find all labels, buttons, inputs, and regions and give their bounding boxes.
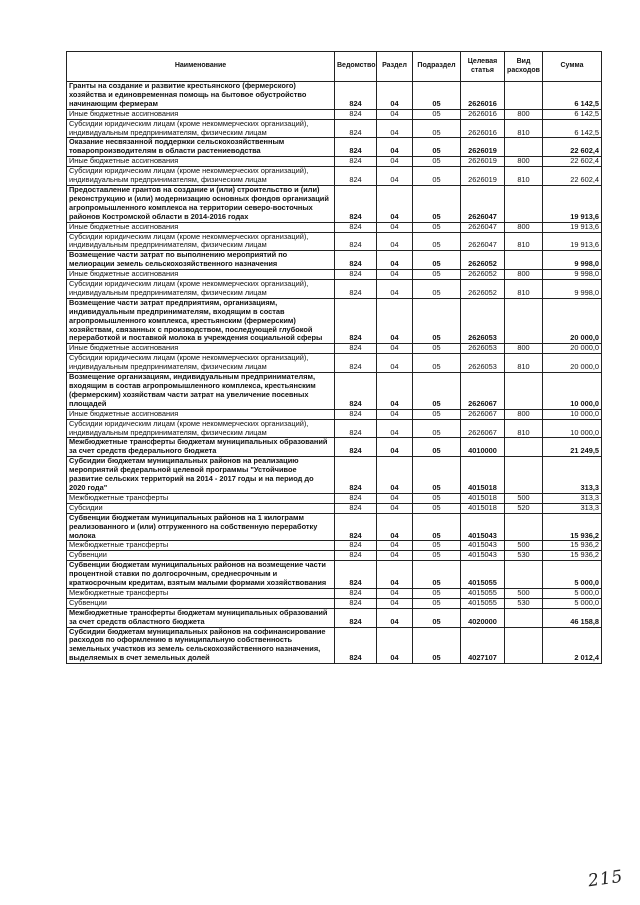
cell-section: 04 xyxy=(377,251,413,270)
cell-name: Гранты на создание и развитие крестьянского (фермерского) хозяйства и единовременная помощь на бытовое обустройство начинающим фермерам xyxy=(67,82,335,110)
cell-target: 2626052 xyxy=(461,270,505,280)
cell-section: 04 xyxy=(377,503,413,513)
table-row xyxy=(67,503,602,513)
cell-kind xyxy=(505,251,543,270)
cell-dept: 824 xyxy=(335,82,377,110)
cell-target: 2626067 xyxy=(461,419,505,438)
cell-name: Субсидии юридическим лицам (кроме некоммерческих организаций), индивидуальным предпринимателям, физическим лицам xyxy=(67,354,335,373)
cell-name: Возмещение организациям, индивидуальным предпринимателям, входящим в состав агропромышленного комплекса, крестьянским (фермерским) хозяйствам части затрат на увеличение посевных площадей xyxy=(67,373,335,410)
cell-subsection: 05 xyxy=(413,167,461,186)
cell-dept: 824 xyxy=(335,232,377,251)
cell-dept: 824 xyxy=(335,438,377,457)
table-row xyxy=(67,251,602,270)
cell-section: 04 xyxy=(377,138,413,157)
cell-kind: 800 xyxy=(505,222,543,232)
cell-section: 04 xyxy=(377,409,413,419)
cell-section: 04 xyxy=(377,513,413,541)
cell-sum: 15 936,2 xyxy=(543,551,602,561)
cell-name: Субсидии бюджетам муниципальных районов на реализацию мероприятий федеральной целевой программы "Устойчивое развитие сельских территорий на 2014 - 2017 годы и на период до 2020 года" xyxy=(67,457,335,494)
cell-target: 4015018 xyxy=(461,457,505,494)
header-section: Раздел xyxy=(377,52,413,82)
cell-sum: 20 000,0 xyxy=(543,344,602,354)
cell-section: 04 xyxy=(377,541,413,551)
cell-kind: 800 xyxy=(505,344,543,354)
cell-kind xyxy=(505,627,543,664)
cell-dept: 824 xyxy=(335,119,377,138)
cell-dept: 824 xyxy=(335,457,377,494)
cell-subsection: 05 xyxy=(413,373,461,410)
cell-dept: 824 xyxy=(335,157,377,167)
cell-target: 2626016 xyxy=(461,119,505,138)
cell-sum: 313,3 xyxy=(543,493,602,503)
cell-section: 04 xyxy=(377,438,413,457)
cell-name: Иные бюджетные ассигнования xyxy=(67,409,335,419)
cell-sum: 9 998,0 xyxy=(543,280,602,299)
cell-kind: 530 xyxy=(505,551,543,561)
cell-kind: 500 xyxy=(505,541,543,551)
cell-name: Иные бюджетные ассигнования xyxy=(67,270,335,280)
cell-subsection: 05 xyxy=(413,298,461,344)
cell-subsection: 05 xyxy=(413,185,461,222)
cell-name: Субсидии юридическим лицам (кроме некоммерческих организаций), индивидуальным предпринимателям, физическим лицам xyxy=(67,419,335,438)
cell-dept: 824 xyxy=(335,561,377,589)
cell-subsection: 05 xyxy=(413,541,461,551)
cell-sum: 20 000,0 xyxy=(543,298,602,344)
cell-dept: 824 xyxy=(335,373,377,410)
cell-subsection: 05 xyxy=(413,232,461,251)
cell-kind xyxy=(505,608,543,627)
cell-dept: 824 xyxy=(335,280,377,299)
cell-sum: 10 000,0 xyxy=(543,409,602,419)
cell-name: Субсидии юридическим лицам (кроме некоммерческих организаций), индивидуальным предпринимателям, физическим лицам xyxy=(67,119,335,138)
cell-name: Субвенции xyxy=(67,598,335,608)
cell-kind: 800 xyxy=(505,270,543,280)
cell-name: Межбюджетные трансферты xyxy=(67,588,335,598)
cell-name: Межбюджетные трансферты xyxy=(67,541,335,551)
cell-target: 2626019 xyxy=(461,167,505,186)
cell-name: Возмещение части затрат предприятиям, организациям, индивидуальным предпринимателям, входящим в состав агропромышленного комплекса, крестьянским (фермерским) хозяйствам, связанных с производством, последующей глубокой переработкой и поставкой молока в учреждения социальной сферы xyxy=(67,298,335,344)
cell-section: 04 xyxy=(377,627,413,664)
cell-section: 04 xyxy=(377,373,413,410)
cell-kind xyxy=(505,138,543,157)
table-row xyxy=(67,157,602,167)
cell-sum: 6 142,5 xyxy=(543,82,602,110)
cell-sum: 9 998,0 xyxy=(543,270,602,280)
table-row xyxy=(67,232,602,251)
cell-kind: 810 xyxy=(505,354,543,373)
cell-section: 04 xyxy=(377,457,413,494)
cell-subsection: 05 xyxy=(413,251,461,270)
cell-sum: 5 000,0 xyxy=(543,561,602,589)
cell-name: Межбюджетные трансферты xyxy=(67,493,335,503)
cell-target: 2626047 xyxy=(461,222,505,232)
cell-sum: 313,3 xyxy=(543,503,602,513)
table-row xyxy=(67,409,602,419)
cell-kind xyxy=(505,298,543,344)
cell-dept: 824 xyxy=(335,419,377,438)
table-row xyxy=(67,270,602,280)
cell-subsection: 05 xyxy=(413,561,461,589)
cell-kind xyxy=(505,82,543,110)
cell-kind: 500 xyxy=(505,493,543,503)
cell-kind: 800 xyxy=(505,409,543,419)
cell-subsection: 05 xyxy=(413,354,461,373)
table-row xyxy=(67,119,602,138)
cell-target: 2626019 xyxy=(461,138,505,157)
cell-target: 4015055 xyxy=(461,588,505,598)
budget-table xyxy=(66,51,602,664)
cell-subsection: 05 xyxy=(413,438,461,457)
cell-target: 2626047 xyxy=(461,232,505,251)
cell-kind: 800 xyxy=(505,109,543,119)
cell-dept: 824 xyxy=(335,627,377,664)
cell-target: 4015055 xyxy=(461,598,505,608)
cell-target: 4020000 xyxy=(461,608,505,627)
cell-dept: 824 xyxy=(335,409,377,419)
cell-section: 04 xyxy=(377,588,413,598)
cell-dept: 824 xyxy=(335,251,377,270)
cell-kind: 810 xyxy=(505,419,543,438)
cell-section: 04 xyxy=(377,280,413,299)
cell-dept: 824 xyxy=(335,270,377,280)
cell-section: 04 xyxy=(377,109,413,119)
cell-sum: 21 249,5 xyxy=(543,438,602,457)
cell-dept: 824 xyxy=(335,167,377,186)
cell-subsection: 05 xyxy=(413,457,461,494)
cell-sum: 10 000,0 xyxy=(543,373,602,410)
cell-kind xyxy=(505,438,543,457)
cell-sum: 5 000,0 xyxy=(543,588,602,598)
cell-sum: 15 936,2 xyxy=(543,541,602,551)
cell-name: Межбюджетные трансферты бюджетам муниципальных образований за счет средств областного бюджета xyxy=(67,608,335,627)
cell-section: 04 xyxy=(377,419,413,438)
cell-target: 2626047 xyxy=(461,185,505,222)
cell-subsection: 05 xyxy=(413,82,461,110)
table-row xyxy=(67,344,602,354)
cell-subsection: 05 xyxy=(413,409,461,419)
cell-sum: 46 158,8 xyxy=(543,608,602,627)
cell-target: 4015018 xyxy=(461,503,505,513)
cell-target: 4015018 xyxy=(461,493,505,503)
cell-sum: 6 142,5 xyxy=(543,109,602,119)
cell-target: 2626016 xyxy=(461,109,505,119)
cell-subsection: 05 xyxy=(413,419,461,438)
cell-sum: 5 000,0 xyxy=(543,598,602,608)
cell-subsection: 05 xyxy=(413,344,461,354)
table-row xyxy=(67,354,602,373)
cell-sum: 9 998,0 xyxy=(543,251,602,270)
table-row xyxy=(67,280,602,299)
cell-sum: 19 913,6 xyxy=(543,185,602,222)
cell-name: Субсидии юридическим лицам (кроме некоммерческих организаций), индивидуальным предпринимателям, физическим лицам xyxy=(67,280,335,299)
cell-name: Субвенции бюджетам муниципальных районов на 1 килограмм реализованного и (или) отгруженного на собственную переработку молока xyxy=(67,513,335,541)
cell-kind: 810 xyxy=(505,232,543,251)
cell-kind xyxy=(505,185,543,222)
header-subsection: Подраздел xyxy=(413,52,461,82)
cell-dept: 824 xyxy=(335,513,377,541)
cell-kind xyxy=(505,513,543,541)
cell-kind: 810 xyxy=(505,280,543,299)
table-row xyxy=(67,438,602,457)
cell-section: 04 xyxy=(377,344,413,354)
cell-section: 04 xyxy=(377,185,413,222)
table-row xyxy=(67,138,602,157)
table-row xyxy=(67,167,602,186)
cell-kind: 810 xyxy=(505,167,543,186)
cell-name: Субсидии xyxy=(67,503,335,513)
cell-kind: 800 xyxy=(505,157,543,167)
cell-name: Иные бюджетные ассигнования xyxy=(67,222,335,232)
cell-target: 2626052 xyxy=(461,280,505,299)
table-row xyxy=(67,541,602,551)
header-kind: Вид расходов xyxy=(505,52,543,82)
table-row xyxy=(67,222,602,232)
cell-kind xyxy=(505,373,543,410)
cell-dept: 824 xyxy=(335,608,377,627)
cell-sum: 20 000,0 xyxy=(543,354,602,373)
cell-target: 4027107 xyxy=(461,627,505,664)
cell-target: 2626019 xyxy=(461,157,505,167)
cell-name: Иные бюджетные ассигнования xyxy=(67,344,335,354)
cell-subsection: 05 xyxy=(413,493,461,503)
cell-subsection: 05 xyxy=(413,608,461,627)
cell-dept: 824 xyxy=(335,598,377,608)
cell-target: 2626016 xyxy=(461,82,505,110)
cell-dept: 824 xyxy=(335,298,377,344)
cell-name: Субвенции xyxy=(67,551,335,561)
cell-name: Иные бюджетные ассигнования xyxy=(67,109,335,119)
cell-sum: 2 012,4 xyxy=(543,627,602,664)
cell-dept: 824 xyxy=(335,493,377,503)
cell-name: Субвенции бюджетам муниципальных районов на возмещение части процентной ставки по долгосрочным, среднесрочным и краткосрочным кредитам, взятым малыми формами хозяйствования xyxy=(67,561,335,589)
cell-sum: 19 913,6 xyxy=(543,232,602,251)
cell-subsection: 05 xyxy=(413,627,461,664)
cell-target: 2626053 xyxy=(461,354,505,373)
cell-dept: 824 xyxy=(335,138,377,157)
cell-subsection: 05 xyxy=(413,138,461,157)
cell-subsection: 05 xyxy=(413,280,461,299)
cell-section: 04 xyxy=(377,561,413,589)
cell-dept: 824 xyxy=(335,551,377,561)
cell-kind xyxy=(505,457,543,494)
cell-subsection: 05 xyxy=(413,598,461,608)
cell-kind: 500 xyxy=(505,588,543,598)
cell-target: 2626067 xyxy=(461,409,505,419)
cell-section: 04 xyxy=(377,167,413,186)
table-row xyxy=(67,373,602,410)
cell-dept: 824 xyxy=(335,354,377,373)
cell-section: 04 xyxy=(377,493,413,503)
cell-target: 4015055 xyxy=(461,561,505,589)
header-name: Наименование xyxy=(67,52,335,82)
table-row xyxy=(67,298,602,344)
cell-name: Субсидии юридическим лицам (кроме некоммерческих организаций), индивидуальным предпринимателям, физическим лицам xyxy=(67,232,335,251)
cell-section: 04 xyxy=(377,270,413,280)
cell-target: 2626067 xyxy=(461,373,505,410)
table-row xyxy=(67,109,602,119)
cell-kind: 530 xyxy=(505,598,543,608)
cell-sum: 6 142,5 xyxy=(543,119,602,138)
cell-sum: 313,3 xyxy=(543,457,602,494)
table-row xyxy=(67,561,602,589)
cell-sum: 15 936,2 xyxy=(543,513,602,541)
header-sum: Сумма xyxy=(543,52,602,82)
cell-dept: 824 xyxy=(335,344,377,354)
header-target: Целевая статья xyxy=(461,52,505,82)
table-row xyxy=(67,82,602,110)
cell-sum: 22 602,4 xyxy=(543,167,602,186)
table-row xyxy=(67,588,602,598)
cell-sum: 22 602,4 xyxy=(543,138,602,157)
cell-subsection: 05 xyxy=(413,551,461,561)
cell-section: 04 xyxy=(377,222,413,232)
cell-subsection: 05 xyxy=(413,109,461,119)
cell-section: 04 xyxy=(377,598,413,608)
cell-name: Предоставление грантов на создание и (или) строительство и (или) реконструкцию и (или) модернизацию основных фондов организаций агропромышленного комплекса на территории северо-восточных районов Костромской области в 2014-2016 годах xyxy=(67,185,335,222)
cell-target: 2626052 xyxy=(461,251,505,270)
cell-target: 4015043 xyxy=(461,541,505,551)
cell-dept: 824 xyxy=(335,109,377,119)
cell-section: 04 xyxy=(377,119,413,138)
cell-section: 04 xyxy=(377,608,413,627)
cell-subsection: 05 xyxy=(413,270,461,280)
table-row xyxy=(67,551,602,561)
table-row xyxy=(67,185,602,222)
cell-dept: 824 xyxy=(335,541,377,551)
cell-dept: 824 xyxy=(335,588,377,598)
cell-subsection: 05 xyxy=(413,513,461,541)
cell-dept: 824 xyxy=(335,503,377,513)
cell-section: 04 xyxy=(377,551,413,561)
table-row xyxy=(67,493,602,503)
cell-section: 04 xyxy=(377,354,413,373)
cell-sum: 19 913,6 xyxy=(543,222,602,232)
cell-name: Субсидии юридическим лицам (кроме некоммерческих организаций), индивидуальным предпринимателям, физическим лицам xyxy=(67,167,335,186)
table-row xyxy=(67,598,602,608)
cell-section: 04 xyxy=(377,232,413,251)
header-dept: Ведомство xyxy=(335,52,377,82)
cell-target: 4015043 xyxy=(461,551,505,561)
table-header-row xyxy=(67,52,602,82)
cell-target: 4010000 xyxy=(461,438,505,457)
cell-target: 2626053 xyxy=(461,298,505,344)
table-row xyxy=(67,419,602,438)
table-row xyxy=(67,627,602,664)
cell-subsection: 05 xyxy=(413,119,461,138)
cell-subsection: 05 xyxy=(413,503,461,513)
cell-sum: 10 000,0 xyxy=(543,419,602,438)
cell-name: Субсидии бюджетам муниципальных районов на софинансирование расходов по оформлению в муниципальную собственность земельных участков из земель сельскохозяйственного назначения, выделяемых в счет земельных долей xyxy=(67,627,335,664)
page-number: 215 xyxy=(586,866,625,892)
table-row xyxy=(67,457,602,494)
cell-dept: 824 xyxy=(335,185,377,222)
cell-section: 04 xyxy=(377,82,413,110)
cell-dept: 824 xyxy=(335,222,377,232)
cell-section: 04 xyxy=(377,298,413,344)
cell-sum: 22 602,4 xyxy=(543,157,602,167)
table-row xyxy=(67,608,602,627)
cell-section: 04 xyxy=(377,157,413,167)
cell-kind: 810 xyxy=(505,119,543,138)
cell-subsection: 05 xyxy=(413,222,461,232)
cell-name: Иные бюджетные ассигнования xyxy=(67,157,335,167)
cell-subsection: 05 xyxy=(413,588,461,598)
cell-target: 4015043 xyxy=(461,513,505,541)
table-row xyxy=(67,513,602,541)
cell-target: 2626053 xyxy=(461,344,505,354)
cell-subsection: 05 xyxy=(413,157,461,167)
cell-name: Оказание несвязанной поддержки сельскохозяйственным товаропроизводителям в области растениеводства xyxy=(67,138,335,157)
cell-kind xyxy=(505,561,543,589)
cell-name: Возмещение части затрат по выполнению мероприятий по мелиорации земель сельскохозяйственного назначения xyxy=(67,251,335,270)
cell-kind: 520 xyxy=(505,503,543,513)
cell-name: Межбюджетные трансферты бюджетам муниципальных образований за счет средств федерального бюджета xyxy=(67,438,335,457)
